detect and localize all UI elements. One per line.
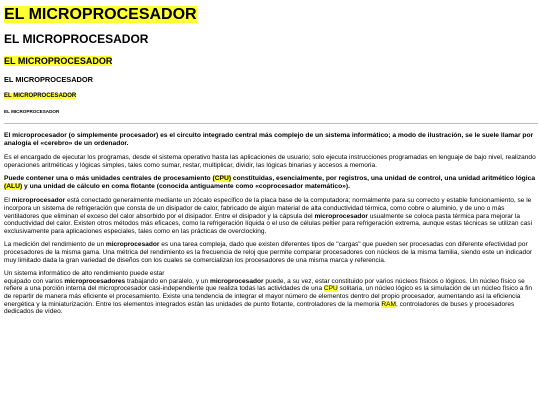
heading-h5-text: EL MICROPROCESADOR xyxy=(4,93,77,100)
ram-highlight: RAM xyxy=(381,300,396,308)
p3-text-e: y una unidad de cálculo en coma flotante (conocida antiguamente como «coprocesador matemático»). xyxy=(22,183,350,191)
paragraph-execution xyxy=(4,154,538,169)
heading-h3-text: EL MICROPROCESADOR xyxy=(4,56,113,67)
p4-text-c: está conectado generalmente mediante un zócalo específico de la placa base de la computadora; normalmente para su correcto y estable funcionamiento, se le incorpora un sistema de refrigeración que consta de un disipador de calor, fabricado de algún material de alta conductividad térmica, como cobre o aluminio, y de uno o más ventiladores que eliminan el exceso del calor absorbido por el disipador. Entre el disipador y la cápsula del xyxy=(4,197,532,220)
p4-text-a: El xyxy=(4,197,12,205)
paragraph-multicore xyxy=(4,270,538,316)
heading-h2: EL MICROPROCESADOR xyxy=(4,32,149,47)
heading-h5 xyxy=(4,93,538,100)
p4-bold-b: microprocesador xyxy=(11,197,66,205)
p5-text-a: La medición del rendimiento de un xyxy=(4,241,106,249)
p6-text-d: trabajando en paralelo, y un xyxy=(125,277,211,285)
p6-bold-e: microprocesador xyxy=(210,277,264,285)
p6-text-f: puede, a su vez, estar constituido por varios núcleos físicos o lógicos. Un núcleo físico se refiere a una porción interna del microprocesador casi-independiente que realiza todas las actividades de una xyxy=(4,277,525,293)
p6-bold-c: microprocesadores xyxy=(64,277,126,285)
heading-h1 xyxy=(4,6,538,24)
heading-h4: EL MICROPROCESADOR xyxy=(4,74,93,84)
p6-text-h: solitaria, un núcleo lógico es la simulación de un núcleo físico a fin de repartir de manera más eficiente el procesamiento. Existe una tendencia de integrar el mayor número de elementos dentro del propio procesador, aumentando así la eficiencia energética y la miniaturización. Entre los elementos integrados están las unidades de punto flotante, controladores de la memoria xyxy=(4,285,533,308)
cpu-highlight: (CPU) xyxy=(212,175,232,183)
p6-text-b: equipado con varios xyxy=(4,277,65,285)
paragraph-cooling xyxy=(4,197,538,235)
p6-text-j: , controladores de buses y procesadores dedicados de vídeo. xyxy=(4,300,515,316)
p5-bold-b: microprocesador xyxy=(105,241,160,249)
heading-h3 xyxy=(4,56,538,66)
p6-text-a: Un sistema informático de alto rendimiento puede estar xyxy=(4,270,165,278)
cpu-inline-highlight: CPU xyxy=(323,285,338,293)
paragraph-performance xyxy=(4,241,538,264)
divider xyxy=(4,123,538,124)
alu-highlight: (ALU) xyxy=(4,183,23,191)
p4-text-e: usualmente se coloca pasta térmica para mejorar la conductividad del calor. Existen otros métodos más eficaces, como la refrigeración líquida o el uso de células peltier para refrigeración extrema, aunque estas técnicas se utilizan casi exclusivamente para aplicaciones especiales, tales como en las prácticas de overclocking. xyxy=(4,212,533,235)
p5-text-c: es una tarea compleja, dado que existen diferentes tipos de "cargas" que pueden ser procesadas con diferente efectividad por procesadores de la misma gama. Una métrica del rendimiento es la frecuencia de reloj que permite comparar procesadores con núcleos de la misma familia, siendo este un indicador muy limitado dada la gran variedad de diseños con los cuales se comercializan los procesadores de una misma marca y referencia. xyxy=(4,241,533,264)
p3-text-a: Puede contener una o más unidades centrales de procesamiento xyxy=(4,175,213,183)
heading-h1-text: EL MICROPROCESADOR xyxy=(4,6,197,23)
p2-text: Es el encargado de ejecutar los programas, desde el sistema operativo hasta las aplicaciones de usuario; solo ejecuta instrucciones programadas en lenguaje de bajo nivel, realizando operaciones aritméticas y lógicas simples, tales como sumar, restar, multiplicar, dividir, las lógicas binarias y accesos a memoria. xyxy=(4,154,536,169)
p1-text: El microprocesador (o simplemente procesador) es el circuito integrado central más complejo de un sistema informático; a modo de ilustración, se le suele llamar por analogía el «cerebro» de un ordenador. xyxy=(4,132,534,148)
p3-text-c: constituidas, esencialmente, por registros, una unidad de control, una unidad aritmético lógica xyxy=(231,175,536,183)
paragraph-cpu-units xyxy=(4,175,538,191)
paragraph-intro xyxy=(4,132,538,148)
heading-h6: EL MICROPROCESADOR xyxy=(4,108,60,114)
p4-bold-d: microprocesador xyxy=(314,212,368,220)
